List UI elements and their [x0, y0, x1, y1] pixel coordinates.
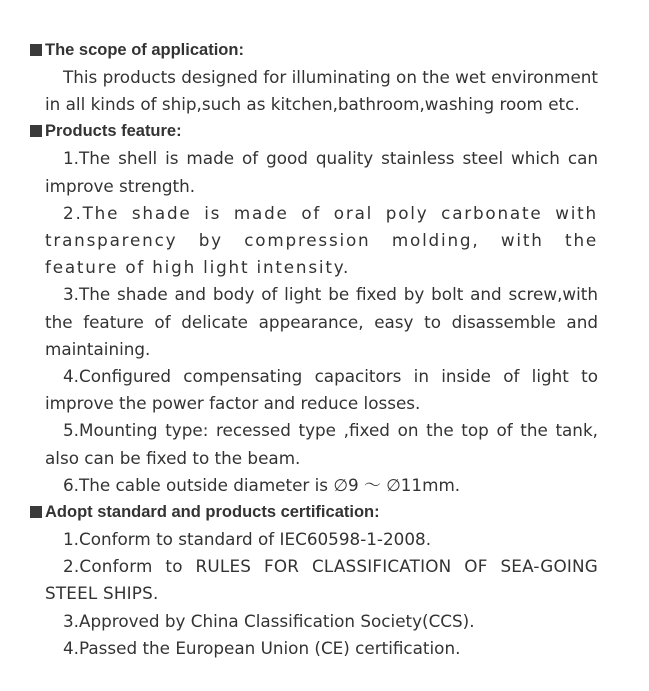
- section-heading-text: Products feature:: [45, 122, 182, 141]
- certification-item-3: 3.Approved by China Classification Society(CCS).: [63, 610, 475, 631]
- feature-item-6: 6.The cable outside diameter is ∅9 ～ ∅11mm.: [63, 474, 461, 495]
- certification-item-2: 2.Conform to RULES FOR CLASSIFICATION OF SEA-GOING STEEL SHIPS.: [45, 556, 598, 604]
- section-heading-features: [0, 118, 649, 145]
- feature-item-1: 1.The shell is made of good quality stainless steel which can improve strength.: [45, 148, 598, 196]
- bullet-square-icon: [30, 44, 42, 56]
- document-page: [0, 37, 649, 662]
- bullet-square-icon: [30, 125, 42, 137]
- certification-item-1: 1.Conform to standard of IEC60598-1-2008.: [63, 529, 432, 550]
- bullet-square-icon: [30, 506, 42, 518]
- section-heading-text: The scope of application:: [45, 41, 244, 59]
- feature-item-5: 5.Mounting type: recessed type ,fixed on the top of the tank, also can be fixed to the beam.: [45, 420, 598, 468]
- section-heading-text: Adopt standard and products certification:: [45, 503, 380, 522]
- certification-item-4: 4.Passed the European Union (CE) certification.: [63, 637, 461, 658]
- feature-item-2: 2.The shade is made of oral poly carbonate with transparency by compression molding, with the feature of high light intensity.: [45, 202, 598, 278]
- feature-item-4: 4.Configured compensating capacitors in inside of light to improve the power factor and reduce losses.: [45, 366, 598, 414]
- scope-paragraph: This products designed for illuminating on the wet environment in all kinds of ship,such as kitchen,bathroom,washing room etc.: [45, 67, 599, 115]
- section-heading-certification: [0, 499, 649, 526]
- feature-item-3: 3.The shade and body of light be fixed by bolt and screw,with the feature of delicate appearance, easy to disassemble and maintaining.: [45, 284, 598, 359]
- section-heading-scope: [0, 37, 649, 64]
